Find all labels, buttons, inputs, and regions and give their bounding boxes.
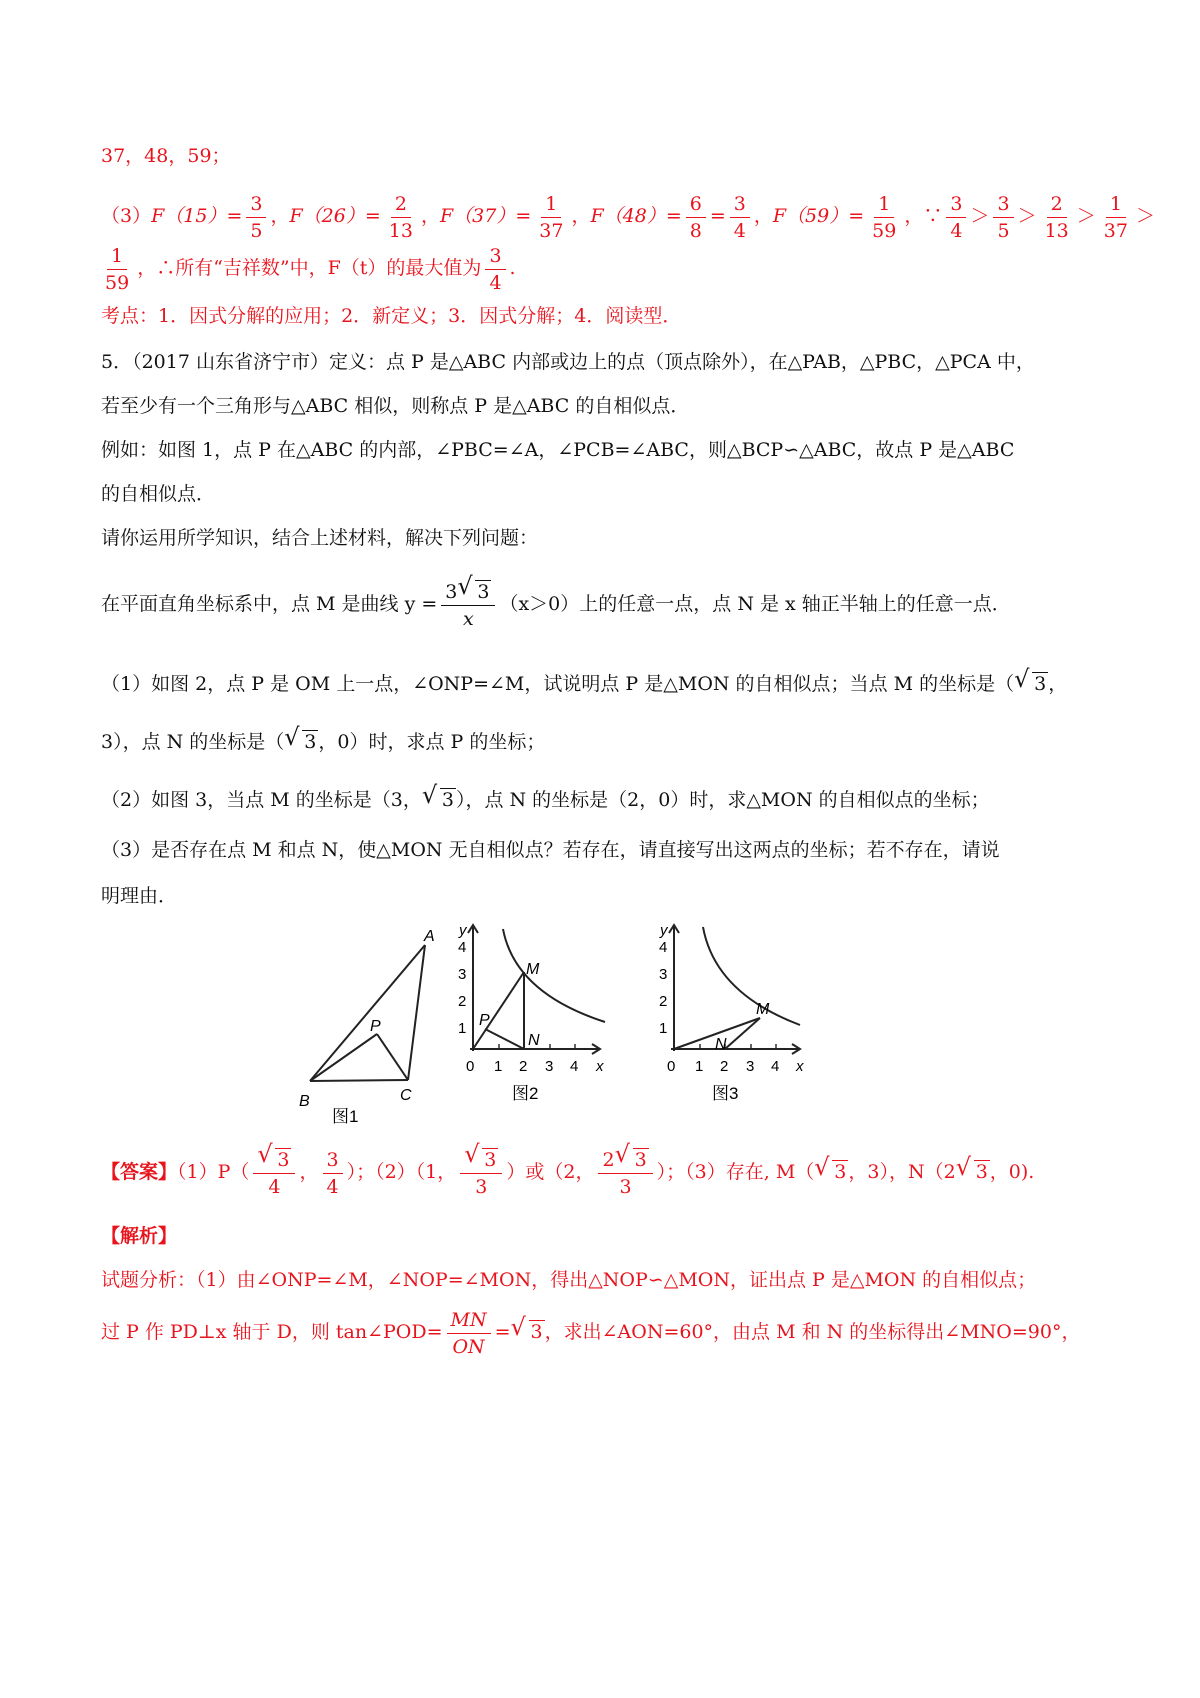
figures-panel — [290, 915, 850, 1130]
F37-label: F（37）= — [439, 205, 532, 227]
fig2-ytick-2: 2 — [458, 993, 467, 1010]
prev-conclusion-line: $\frac{1}{59}$ ，∴所有“吉祥数”中，F（t）的最大值为 $\frac{3}{4}$ . — [101, 238, 516, 298]
q5-part1-line2: 3），点 N 的坐标是（√ 3 ，0）时，求点 P 的坐标； — [101, 728, 545, 756]
fig2-ytick-3: 3 — [458, 966, 467, 983]
q5-line1: 5．（2017 山东省济宁市）定义：点 P 是△ABC 内部或边上的点（顶点除外），在△PAB，△PBC，△PCA 中， — [101, 351, 1035, 373]
fig3-x-label: x — [796, 1058, 804, 1075]
fig3-ytick-4: 4 — [659, 939, 668, 956]
fig2-xtick-1: 1 — [494, 1058, 503, 1075]
fraction: $\frac{1}{37}$ — [1103, 192, 1128, 242]
fig1-label-P: P — [370, 1018, 381, 1035]
fraction: $\frac{MN}{ON}$ — [447, 1309, 491, 1358]
F15-label: F（15）= — [151, 205, 243, 227]
fig3-ytick-2: 2 — [659, 993, 668, 1010]
fraction: $\frac{1}{59}$ — [105, 244, 130, 294]
fig2-label-P: P — [479, 1012, 490, 1029]
fig3-curve — [703, 927, 800, 1025]
fig3-xtick-1: 1 — [695, 1058, 704, 1075]
fraction: $\frac{1}{59}$ — [872, 192, 897, 242]
fig2-label-M: M — [526, 961, 540, 978]
edge-BA — [310, 945, 425, 1081]
fraction: $\frac{2}{13}$ — [1044, 192, 1069, 242]
fig3-y-label: y — [660, 922, 668, 939]
edge-BC — [310, 1080, 408, 1081]
fraction: $\frac{1}{37}$ — [539, 192, 564, 242]
fraction: $\frac{3}{4}$ — [730, 193, 750, 242]
F59-label: F（59）= — [772, 205, 865, 227]
prev-part3-line: （3）F（15）= $\frac{3}{5}$ ，F（26）= $\frac{2}{13}$ ，F（37）= $\frac{1}{37}$ ，F（48）= $\frac{6}{8}$ = $\frac{3}{4}$ ，F（59）= $\frac{1}{59}$ ，∵ $\frac{3}{4}$ ＞ $\frac{3}{5}$ ＞ $\frac{2}{13}$ ＞ $\frac{1}{37}$ ＞ — [101, 192, 1155, 242]
fraction: √ $\frac{3}{4}$ — [253, 1148, 295, 1198]
fraction: $\frac{2}{13}$ — [388, 192, 413, 242]
q5-line5: 请你运用所学知识，结合上述材料，解决下列问题： — [101, 527, 539, 549]
fig3-origin: 0 — [667, 1058, 676, 1075]
fig2-ytick-1: 1 — [458, 1020, 467, 1037]
fraction: √ $\frac{3}{3}$ — [460, 1148, 502, 1198]
edge-AC — [408, 945, 425, 1080]
fig3-label-N: N — [715, 1036, 727, 1053]
fig2-y-label: y — [459, 922, 467, 939]
segment-OM — [473, 972, 524, 1049]
fig2-xtick-3: 3 — [545, 1058, 554, 1075]
F26-label: F（26）= — [289, 205, 381, 227]
figure-3 — [669, 925, 800, 1054]
fig2-xtick-4: 4 — [570, 1058, 579, 1075]
fig2-x-label: x — [596, 1058, 604, 1075]
fig3-xtick-2: 2 — [720, 1058, 729, 1075]
fig3-xtick-3: 3 — [746, 1058, 755, 1075]
fraction: $\frac{3}{4}$ — [485, 245, 505, 294]
q5-part1-line1: （1）如图 2，点 P 是 OM 上一点，∠ONP=∠M，试说明点 P 是△MON 的自相似点；当点 M 的坐标是（√ 3 ， — [101, 670, 1067, 698]
q5-part3-line2: 明理由． — [101, 885, 178, 907]
q5-curve-line: 在平面直角坐标系中，点 M 是曲线 y = $\frac{3√ 3}{x}$ （x＞0）上的任意一点，点 N 是 x 轴正半轴上的任意一点． — [101, 572, 1011, 636]
F48-label: F（48）= — [590, 205, 682, 227]
answer-label: 【答案】 — [101, 1161, 178, 1183]
figure-1 — [310, 945, 425, 1081]
edge-PC — [377, 1034, 408, 1080]
q5-part3-line1: （3）是否存在点 M 和点 N，使△MON 无自相似点？若存在，请直接写出这两点的坐标；若不存在，请说 — [101, 839, 1000, 861]
fig1-caption: 图1 — [332, 1107, 359, 1126]
fig3-label-M: M — [756, 1001, 770, 1018]
fig3-caption: 图3 — [712, 1084, 739, 1103]
kaodian-line: 考点：1．因式分解的应用；2．新定义；3．因式分解；4．阅读型． — [101, 305, 682, 327]
fraction: $\frac{6}{8}$ — [686, 193, 706, 242]
fig3-ytick-1: 1 — [659, 1020, 668, 1037]
fraction: $\frac{3}{4}$ — [946, 193, 966, 242]
fig3-xtick-4: 4 — [771, 1058, 780, 1075]
curve-fraction: $\frac{3√ 3}{x}$ — [441, 580, 495, 630]
q5-line2: 若至少有一个三角形与△ABC 相似，则称点 P 是△ABC 的自相似点． — [101, 395, 690, 417]
fig1-label-A: A — [424, 928, 435, 945]
fraction: $\frac{3}{4}$ — [323, 1149, 343, 1198]
answer-line: 【答案】（1）P（ √ $\frac{3}{4}$ ， $\frac{3}{4}$ ）；（2）（1， √ $\frac{3}{3}$ ）或（2， $\frac{2√ 3}{3}$ ）；（3）存在, M（√ 3 ，3），N（2√ 3 ，0). — [101, 1140, 1034, 1204]
prev-answer-line: 37，48，59； — [101, 145, 231, 167]
part-prefix: （3） — [101, 205, 152, 227]
analysis-label: 【解析】 — [101, 1225, 178, 1247]
fig2-label-N: N — [528, 1032, 540, 1049]
analysis-line1: 试题分析：（1）由∠ONP=∠M，∠NOP=∠MON，得出△NOP∽△MON，证出点 P 是△MON 的自相似点； — [101, 1269, 1037, 1291]
fig3-ytick-3: 3 — [659, 966, 668, 983]
fig2-origin: 0 — [466, 1058, 475, 1075]
fraction: $\frac{3}{5}$ — [246, 193, 266, 242]
fig1-label-B: B — [299, 1093, 310, 1110]
segment-PN — [485, 1029, 524, 1049]
q5-line3: 例如：如图 1，点 P 在△ABC 的内部，∠PBC=∠A，∠PCB=∠ABC，则△BCP∽△ABC，故点 P 是△ABC — [101, 439, 1015, 461]
segment-MN — [725, 1018, 760, 1049]
fig2-ytick-4: 4 — [458, 939, 467, 956]
fig2-xtick-2: 2 — [519, 1058, 528, 1075]
fraction: $\frac{2√ 3}{3}$ — [598, 1148, 652, 1198]
analysis-line2: 过 P 作 PD⊥x 轴于 D，则 tan∠POD= $\frac{MN}{ON}$ =√ 3 ，求出∠AON=60°，由点 M 和 N 的坐标得出∠MNO=90°， — [101, 1300, 1080, 1364]
q5-line4: 的自相似点． — [101, 483, 216, 505]
fig1-label-C: C — [400, 1087, 412, 1104]
q5-part2-line: （2）如图 3，当点 M 的坐标是（3，√ 3 ），点 N 的坐标是（2，0）时，求△MON 的自相似点的坐标； — [101, 786, 990, 814]
fraction: $\frac{3}{5}$ — [993, 193, 1013, 242]
fig2-caption: 图2 — [512, 1084, 539, 1103]
fig2-curve — [503, 929, 605, 1022]
